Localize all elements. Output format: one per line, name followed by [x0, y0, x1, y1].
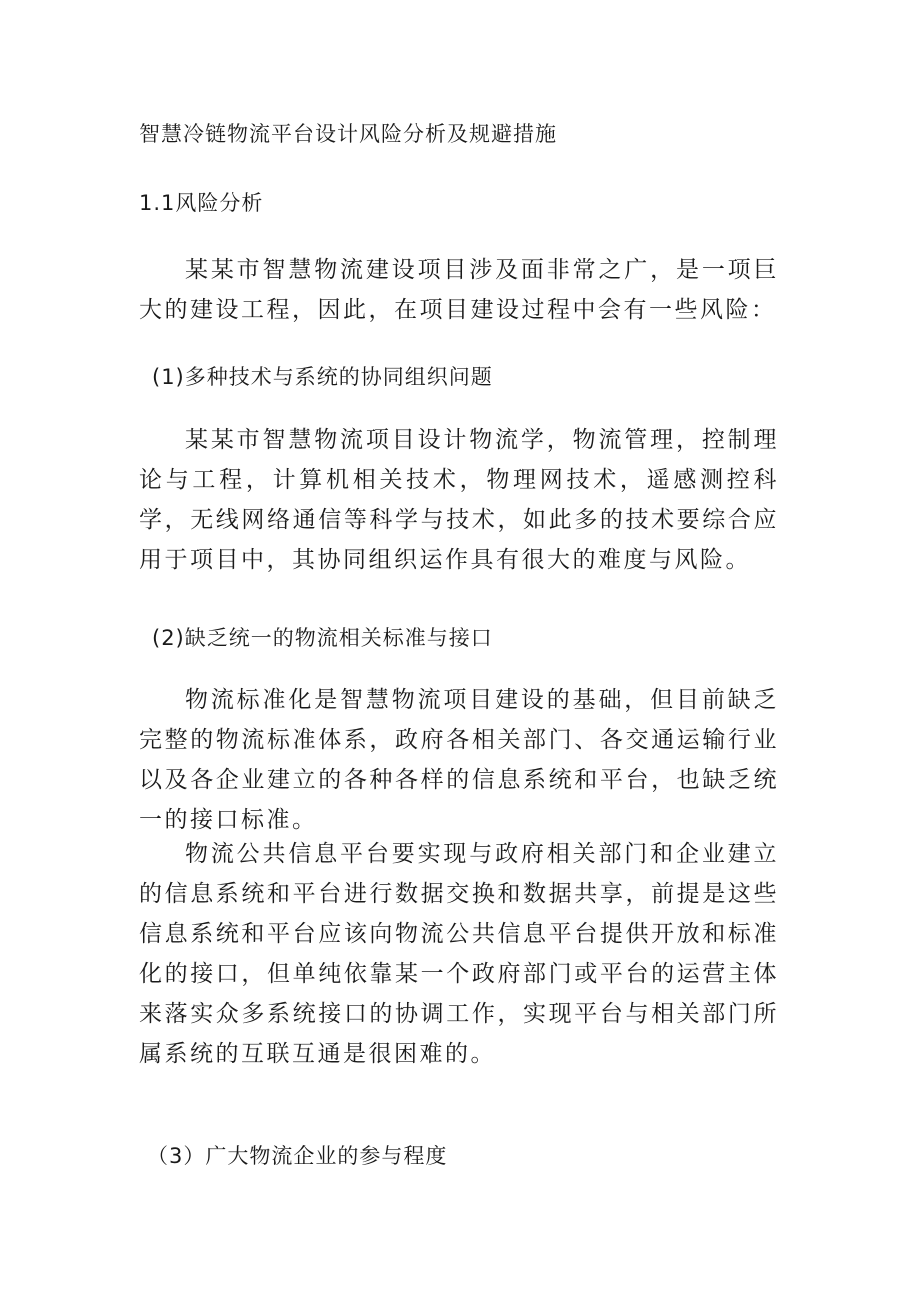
item-1-heading: (1)多种技术与系统的协同组织问题	[152, 365, 493, 389]
item-3-heading: （3）广大物流企业的参与程度	[147, 1144, 448, 1168]
document-title: 智慧冷链物流平台设计风险分析及规避措施	[139, 122, 557, 146]
item-2-heading: (2)缺乏统一的物流相关标准与接口	[152, 626, 493, 650]
intro-paragraph: 某某市智慧物流建设项目涉及面非常之广，是一项巨大的建设工程，因此，在项目建设过程中会有一些风险：	[139, 257, 779, 323]
item-1-paragraph: 某某市智慧物流项目设计物流学，物流管理，控制理论与工程，计算机相关技术，物理网技术，遥感测控科学，无线网络通信等科学与技术，如此多的技术要综合应用于项目中，其协同组织运作具有很大的难度与风险。	[139, 427, 779, 573]
item-2-paragraph-1: 物流标准化是智慧物流项目建设的基础，但目前缺乏完整的物流标准体系，政府各相关部门、各交通运输行业以及各企业建立的各种各样的信息系统和平台，也缺乏统一的接口标准。	[139, 687, 779, 833]
item-2-paragraph-2: 物流公共信息平台要实现与政府相关部门和企业建立的信息系统和平台进行数据交换和数据共享，前提是这些信息系统和平台应该向物流公共信息平台提供开放和标准化的接口，但单纯依靠某一个政府部门或平台的运营主体来落实众多系统接口的协调工作，实现平台与相关部门所属系统的互联互通是很困难的。	[139, 841, 779, 1067]
section-heading: 1.1风险分析	[139, 191, 264, 215]
